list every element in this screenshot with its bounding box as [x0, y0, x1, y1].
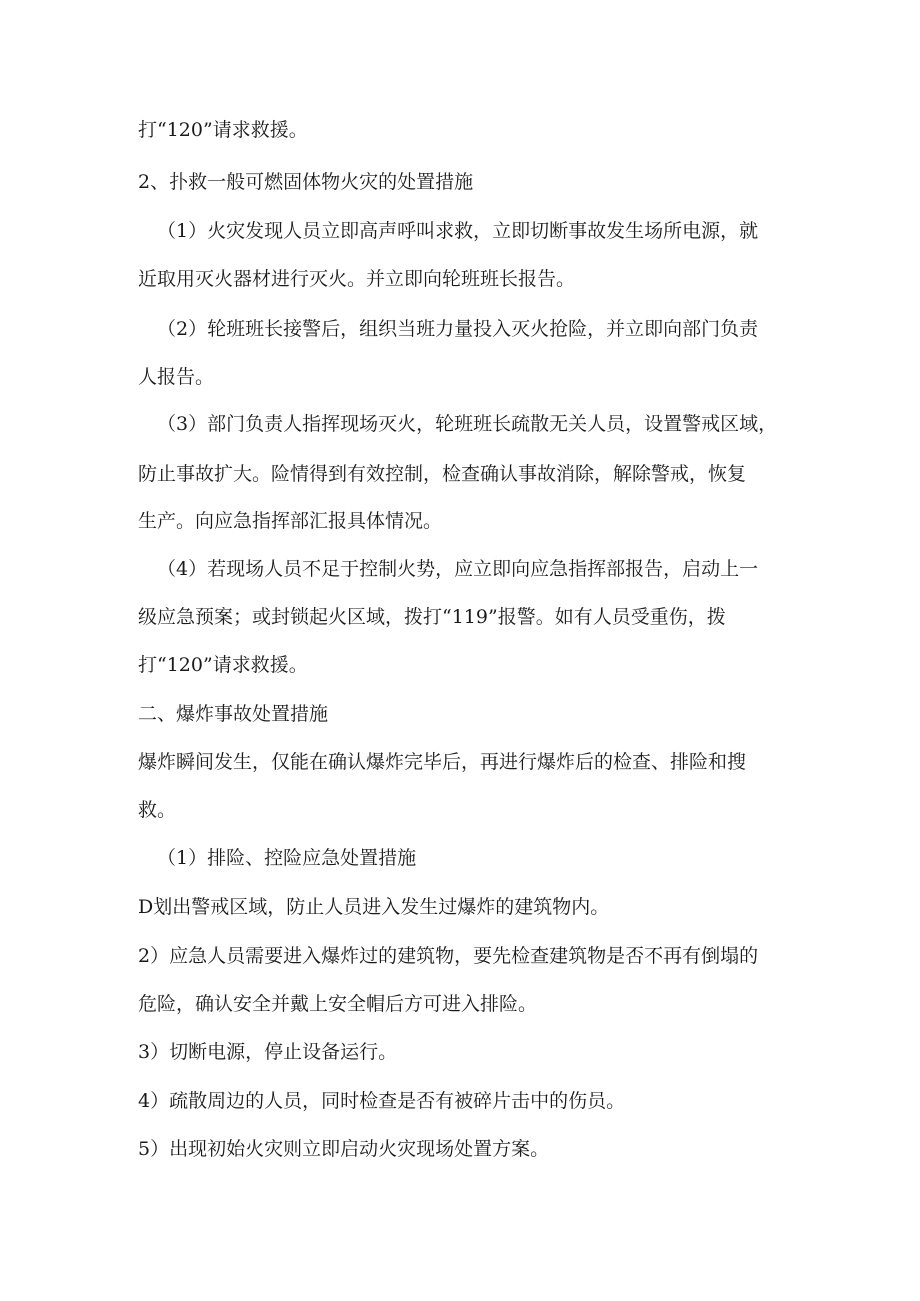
text-line: 生产。向应急指挥部汇报具体情况。 — [138, 510, 443, 532]
text-line: 2）应急人员需要进入爆炸过的建筑物，要先检查建筑物是否不再有倒塌的 — [138, 945, 759, 967]
text-line: 3）切断电源，停止设备运行。 — [138, 1041, 398, 1063]
subsection-heading: （1）排险、控险应急处置措施 — [157, 847, 417, 869]
text-line: 防止事故扩大。险情得到有效控制，检查确认事故消除，解除警戒，恢复 — [138, 463, 747, 485]
text-line: （4）若现场人员不足于控制火势，应立即向应急指挥部报告，启动上一 — [157, 558, 759, 580]
text-line: 近取用灭火器材进行灭火。并立即向轮班班长报告。 — [138, 268, 576, 290]
text-line: 打“120”请求救援。 — [138, 654, 308, 676]
text-line: （1）火灾发现人员立即高声呼叫求救，立即切断事故发生场所电源，就 — [157, 220, 759, 242]
text-line: 级应急预案；或封锁起火区域，拨打“119”报警。如有人员受重伤，拨 — [138, 606, 726, 628]
text-line: 爆炸瞬间发生，仅能在确认爆炸完毕后，再进行爆炸后的检查、排险和搜 — [138, 751, 747, 773]
text-line: D划出警戒区域，防止人员进入发生过爆炸的建筑物内。 — [138, 896, 610, 918]
text-line: 救。 — [138, 799, 177, 821]
text-line: 5）出现初始火灾则立即启动火灾现场处置方案。 — [138, 1138, 550, 1160]
text-line: （2）轮班班长接警后，组织当班力量投入灭火抢险，并立即向部门负责 — [157, 318, 759, 340]
text-line: （3）部门负责人指挥现场灭火，轮班班长疏散无关人员，设置警戒区域， — [157, 413, 778, 435]
text-line: 人报告。 — [138, 366, 215, 388]
section-heading: 2、扑救一般可燃固体物火灾的处置措施 — [138, 171, 474, 193]
text-line: 打“120”请求救援。 — [138, 119, 308, 141]
text-line: 4）疏散周边的人员，同时检查是否有被碎片击中的伤员。 — [138, 1090, 626, 1112]
text-line: 危险，确认安全并戴上安全帽后方可进入排险。 — [138, 993, 538, 1015]
section-heading: 二、爆炸事故处置措施 — [138, 703, 329, 725]
